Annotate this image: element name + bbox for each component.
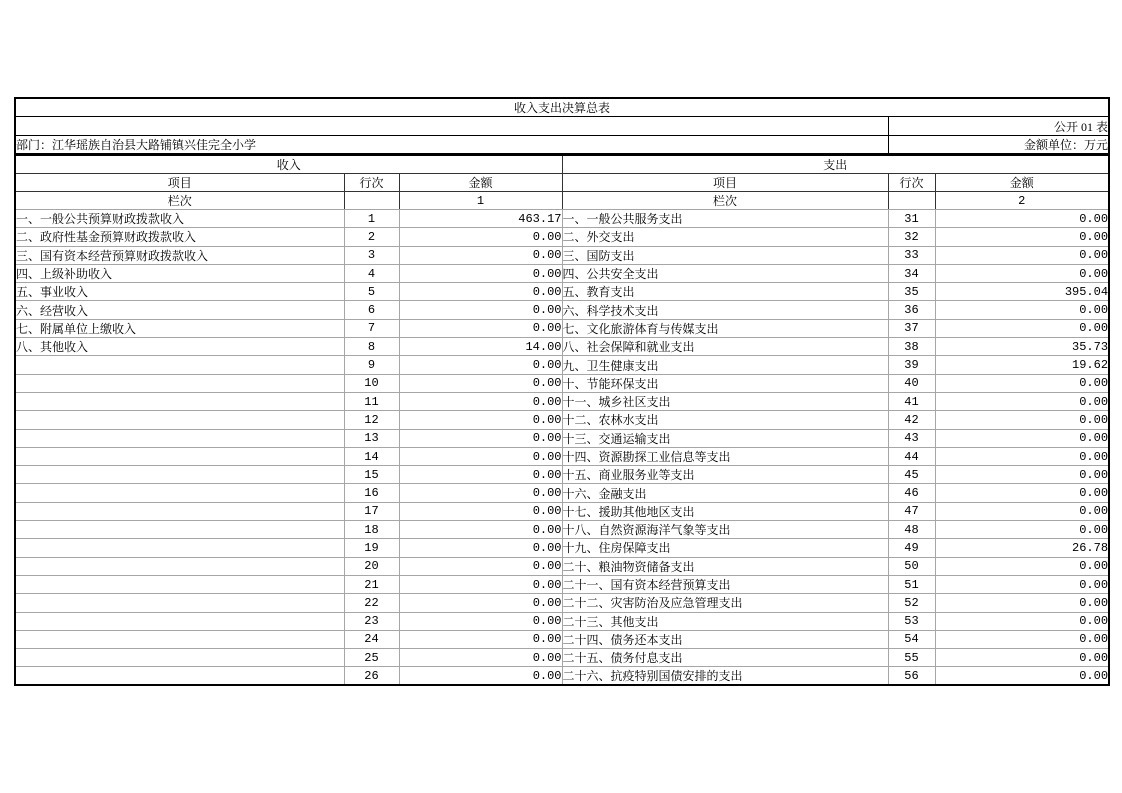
table-row <box>15 301 1109 319</box>
table-row <box>15 283 1109 301</box>
expense-amount: 0.00 <box>935 392 1109 410</box>
income-item-label: 七、附属单位上缴收入 <box>15 319 344 337</box>
expense-amount: 0.00 <box>935 429 1109 447</box>
expense-item-label: 二十五、债务付息支出 <box>562 649 888 667</box>
income-line-number: 4 <box>344 264 399 282</box>
expense-amount: 0.00 <box>935 484 1109 502</box>
expense-line-number: 54 <box>888 630 935 648</box>
income-amount: 0.00 <box>399 521 562 539</box>
unit-label: 金额单位：万元 <box>888 136 1109 155</box>
income-col-amount-header: 金额 <box>399 174 562 192</box>
income-item-label: 四、上级补助收入 <box>15 264 344 282</box>
expense-item-label: 十五、商业服务业等支出 <box>562 466 888 484</box>
expense-amount: 26.78 <box>935 539 1109 557</box>
expense-item-label: 二、外交支出 <box>562 228 888 246</box>
expense-line-number: 43 <box>888 429 935 447</box>
income-amount: 14.00 <box>399 338 562 356</box>
income-amount: 0.00 <box>399 575 562 593</box>
expense-item-label: 十七、援助其他地区支出 <box>562 502 888 520</box>
income-item-label <box>15 374 344 392</box>
table-row <box>15 484 1109 502</box>
table-row <box>15 649 1109 667</box>
expense-line-number: 41 <box>888 392 935 410</box>
income-line-number: 17 <box>344 502 399 520</box>
income-lanci-blank <box>344 192 399 210</box>
income-amount: 0.00 <box>399 228 562 246</box>
table-row <box>15 210 1109 228</box>
income-col-item-header: 项目 <box>15 174 344 192</box>
table-row <box>15 612 1109 630</box>
expense-amount: 0.00 <box>935 411 1109 429</box>
income-item-label <box>15 466 344 484</box>
income-amount: 0.00 <box>399 649 562 667</box>
income-line-number: 15 <box>344 466 399 484</box>
expense-column-index: 2 <box>935 192 1109 210</box>
expense-amount: 0.00 <box>935 557 1109 575</box>
expense-amount: 0.00 <box>935 447 1109 465</box>
table-row <box>15 264 1109 282</box>
income-item-label <box>15 521 344 539</box>
table-row <box>15 594 1109 612</box>
income-item-label: 三、国有资本经营预算财政拨款收入 <box>15 246 344 264</box>
table-row <box>15 667 1109 686</box>
income-amount: 0.00 <box>399 319 562 337</box>
table-row <box>15 502 1109 520</box>
table-row <box>15 411 1109 429</box>
table-row <box>15 557 1109 575</box>
income-line-number: 2 <box>344 228 399 246</box>
table-row <box>15 539 1109 557</box>
expense-line-number: 33 <box>888 246 935 264</box>
income-item-label <box>15 575 344 593</box>
table-row <box>15 246 1109 264</box>
expense-line-number: 51 <box>888 575 935 593</box>
expense-amount: 0.00 <box>935 594 1109 612</box>
expense-lanci-blank <box>888 192 935 210</box>
income-line-number: 14 <box>344 447 399 465</box>
income-line-number: 12 <box>344 411 399 429</box>
expense-amount: 0.00 <box>935 521 1109 539</box>
expense-item-label: 八、社会保障和就业支出 <box>562 338 888 356</box>
expense-item-label: 九、卫生健康支出 <box>562 356 888 374</box>
income-line-number: 13 <box>344 429 399 447</box>
expense-item-label: 二十六、抗疫特别国债安排的支出 <box>562 667 888 686</box>
expense-item-label: 十二、农林水支出 <box>562 411 888 429</box>
expense-line-number: 45 <box>888 466 935 484</box>
table-row <box>15 319 1109 337</box>
table-body <box>15 210 1109 686</box>
expense-line-number: 42 <box>888 411 935 429</box>
expense-line-number: 34 <box>888 264 935 282</box>
expense-amount: 0.00 <box>935 264 1109 282</box>
expense-line-number: 48 <box>888 521 935 539</box>
expense-item-label: 一、一般公共服务支出 <box>562 210 888 228</box>
expense-amount: 0.00 <box>935 466 1109 484</box>
expense-amount: 19.62 <box>935 356 1109 374</box>
table-row <box>15 338 1109 356</box>
income-section-header: 收入 <box>15 155 562 174</box>
expense-lanci-label: 栏次 <box>562 192 888 210</box>
income-amount: 463.17 <box>399 210 562 228</box>
income-item-label: 八、其他收入 <box>15 338 344 356</box>
expense-line-number: 38 <box>888 338 935 356</box>
table-row <box>15 392 1109 410</box>
table-row <box>15 630 1109 648</box>
income-line-number: 19 <box>344 539 399 557</box>
expense-item-label: 二十二、灾害防治及应急管理支出 <box>562 594 888 612</box>
expense-line-number: 53 <box>888 612 935 630</box>
income-item-label: 五、事业收入 <box>15 283 344 301</box>
expense-amount: 0.00 <box>935 612 1109 630</box>
expense-item-label: 七、文化旅游体育与传媒支出 <box>562 319 888 337</box>
doc-number-row <box>15 117 1109 136</box>
income-col-line-header: 行次 <box>344 174 399 192</box>
doc-number-blank-cell <box>15 117 888 136</box>
expense-line-number: 55 <box>888 649 935 667</box>
expense-col-amount-header: 金额 <box>935 174 1109 192</box>
expense-amount: 0.00 <box>935 630 1109 648</box>
income-line-number: 22 <box>344 594 399 612</box>
expense-line-number: 44 <box>888 447 935 465</box>
income-item-label <box>15 392 344 410</box>
income-amount: 0.00 <box>399 356 562 374</box>
income-amount: 0.00 <box>399 392 562 410</box>
expense-amount: 395.04 <box>935 283 1109 301</box>
expense-item-label: 六、科学技术支出 <box>562 301 888 319</box>
expense-line-number: 32 <box>888 228 935 246</box>
expense-line-number: 31 <box>888 210 935 228</box>
income-line-number: 9 <box>344 356 399 374</box>
expense-item-label: 十三、交通运输支出 <box>562 429 888 447</box>
income-item-label <box>15 557 344 575</box>
income-item-label <box>15 539 344 557</box>
income-amount: 0.00 <box>399 466 562 484</box>
income-amount: 0.00 <box>399 411 562 429</box>
income-line-number: 11 <box>344 392 399 410</box>
page-title: 收入支出决算总表 <box>15 98 1109 117</box>
expense-item-label: 二十一、国有资本经营预算支出 <box>562 575 888 593</box>
expense-item-label: 十四、资源勘探工业信息等支出 <box>562 447 888 465</box>
income-line-number: 7 <box>344 319 399 337</box>
income-amount: 0.00 <box>399 557 562 575</box>
income-amount: 0.00 <box>399 374 562 392</box>
expense-line-number: 56 <box>888 667 935 686</box>
income-line-number: 23 <box>344 612 399 630</box>
table-row <box>15 521 1109 539</box>
expense-amount: 0.00 <box>935 575 1109 593</box>
income-item-label <box>15 594 344 612</box>
income-column-index: 1 <box>399 192 562 210</box>
income-line-number: 16 <box>344 484 399 502</box>
income-item-label <box>15 429 344 447</box>
expense-amount: 0.00 <box>935 502 1109 520</box>
section-header-row <box>15 155 1109 174</box>
income-line-number: 20 <box>344 557 399 575</box>
income-amount: 0.00 <box>399 283 562 301</box>
expense-line-number: 35 <box>888 283 935 301</box>
expense-item-label: 二十三、其他支出 <box>562 612 888 630</box>
income-lanci-label: 栏次 <box>15 192 344 210</box>
income-amount: 0.00 <box>399 301 562 319</box>
expense-line-number: 46 <box>888 484 935 502</box>
expense-line-number: 37 <box>888 319 935 337</box>
expense-line-number: 40 <box>888 374 935 392</box>
expense-line-number: 36 <box>888 301 935 319</box>
income-item-label <box>15 356 344 374</box>
expense-amount: 0.00 <box>935 319 1109 337</box>
income-amount: 0.00 <box>399 539 562 557</box>
doc-number-label: 公开 01 表 <box>888 117 1109 136</box>
expense-amount: 0.00 <box>935 228 1109 246</box>
table-row <box>15 575 1109 593</box>
department-label: 部门：江华瑶族自治县大路铺镇兴佳完全小学 <box>15 136 888 155</box>
expense-line-number: 47 <box>888 502 935 520</box>
income-line-number: 10 <box>344 374 399 392</box>
expense-line-number: 52 <box>888 594 935 612</box>
expense-amount: 0.00 <box>935 246 1109 264</box>
income-amount: 0.00 <box>399 484 562 502</box>
expense-item-label: 二十、粮油物资储备支出 <box>562 557 888 575</box>
income-amount: 0.00 <box>399 594 562 612</box>
income-line-number: 3 <box>344 246 399 264</box>
expense-line-number: 50 <box>888 557 935 575</box>
table-row <box>15 228 1109 246</box>
income-item-label <box>15 484 344 502</box>
income-amount: 0.00 <box>399 246 562 264</box>
expense-amount: 0.00 <box>935 667 1109 686</box>
income-amount: 0.00 <box>399 502 562 520</box>
table-row <box>15 429 1109 447</box>
income-amount: 0.00 <box>399 630 562 648</box>
expense-item-label: 十一、城乡社区支出 <box>562 392 888 410</box>
table-row <box>15 374 1109 392</box>
income-amount: 0.00 <box>399 612 562 630</box>
income-amount: 0.00 <box>399 447 562 465</box>
income-item-label <box>15 447 344 465</box>
income-line-number: 18 <box>344 521 399 539</box>
income-item-label <box>15 411 344 429</box>
table-row <box>15 447 1109 465</box>
expense-amount: 35.73 <box>935 338 1109 356</box>
income-line-number: 25 <box>344 649 399 667</box>
expense-item-label: 十、节能环保支出 <box>562 374 888 392</box>
income-amount: 0.00 <box>399 667 562 686</box>
expense-amount: 0.00 <box>935 210 1109 228</box>
income-item-label: 一、一般公共预算财政拨款收入 <box>15 210 344 228</box>
expense-item-label: 二十四、债务还本支出 <box>562 630 888 648</box>
expense-item-label: 三、国防支出 <box>562 246 888 264</box>
column-header-row <box>15 174 1109 192</box>
income-line-number: 21 <box>344 575 399 593</box>
income-item-label <box>15 667 344 686</box>
income-item-label: 六、经营收入 <box>15 301 344 319</box>
income-item-label <box>15 502 344 520</box>
income-item-label <box>15 612 344 630</box>
title-row <box>15 98 1109 117</box>
expense-amount: 0.00 <box>935 649 1109 667</box>
expense-col-item-header: 项目 <box>562 174 888 192</box>
expense-line-number: 49 <box>888 539 935 557</box>
income-line-number: 5 <box>344 283 399 301</box>
expense-amount: 0.00 <box>935 374 1109 392</box>
table-row <box>15 466 1109 484</box>
income-line-number: 6 <box>344 301 399 319</box>
income-amount: 0.00 <box>399 429 562 447</box>
column-index-row <box>15 192 1109 210</box>
income-item-label <box>15 630 344 648</box>
department-row <box>15 136 1109 155</box>
expense-line-number: 39 <box>888 356 935 374</box>
income-line-number: 8 <box>344 338 399 356</box>
expense-item-label: 五、教育支出 <box>562 283 888 301</box>
income-item-label: 二、政府性基金预算财政拨款收入 <box>15 228 344 246</box>
final-accounts-table <box>14 97 1110 686</box>
expense-section-header: 支出 <box>562 155 1109 174</box>
income-amount: 0.00 <box>399 264 562 282</box>
expense-item-label: 四、公共安全支出 <box>562 264 888 282</box>
expense-item-label: 十九、住房保障支出 <box>562 539 888 557</box>
income-item-label <box>15 649 344 667</box>
income-line-number: 1 <box>344 210 399 228</box>
income-line-number: 26 <box>344 667 399 686</box>
income-line-number: 24 <box>344 630 399 648</box>
expense-amount: 0.00 <box>935 301 1109 319</box>
expense-item-label: 十八、自然资源海洋气象等支出 <box>562 521 888 539</box>
expense-col-line-header: 行次 <box>888 174 935 192</box>
table-row <box>15 356 1109 374</box>
expense-item-label: 十六、金融支出 <box>562 484 888 502</box>
